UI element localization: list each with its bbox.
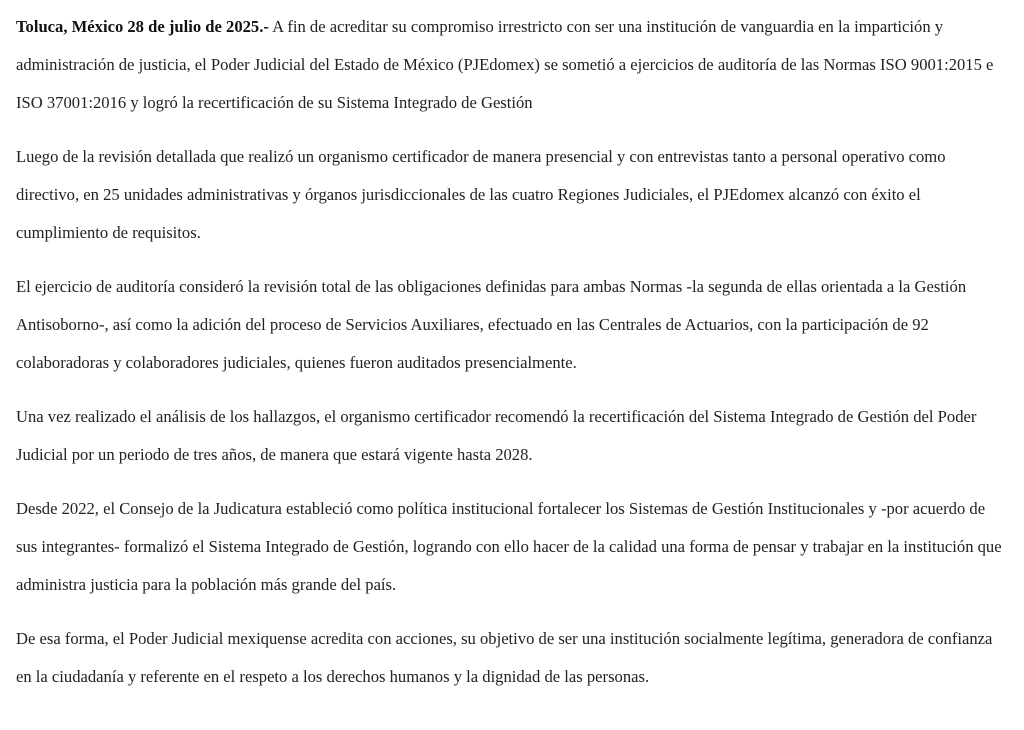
paragraph-6: De esa forma, el Poder Judicial mexiquense acredita con acciones, su objetivo de ser una institución socialmente legítima, generadora de confianza en la ciudadanía y referente en el respeto a los derechos humanos y la dignidad de las personas. (16, 629, 993, 686)
paragraph-1 (16, 8, 1006, 122)
article-body (16, 8, 1006, 712)
paragraph-1-text: A fin de acreditar su compromiso irrestricto con ser una institución de vanguardia en la impartición y administración de justicia, el Poder Judicial del Estado de México (PJEdomex) se sometió a ejercicios de auditoría de las Normas ISO 9001:2015 e ISO 37001:2016 y logró la recertificación de su Sistema Integrado de Gestión (16, 17, 994, 112)
paragraph-2: Luego de la revisión detallada que realizó un organismo certificador de manera presencial y con entrevistas tanto a personal operativo como directivo, en 25 unidades administrativas y órganos jurisdiccionales de las cuatro Regiones Judiciales, el PJEdomex alcanzó con éxito el cumplimiento de requisitos. (16, 147, 946, 242)
paragraph-5: Desde 2022, el Consejo de la Judicatura estableció como política institucional fortalecer los Sistemas de Gestión Institucionales y -por acuerdo de sus integrantes- formalizó el Sistema Integrado de Gestión, logrando con ello hacer de la calidad una forma de pensar y trabajar en la institución que administra justicia para la población más grande del país. (16, 499, 1002, 594)
dateline: Toluca, México 28 de julio de 2025.- (16, 17, 269, 36)
paragraph-3: El ejercicio de auditoría consideró la revisión total de las obligaciones definidas para ambas Normas -la segunda de ellas orientada a la Gestión Antisoborno-, así como la adición del proceso de Servicios Auxiliares, efectuado en las Centrales de Actuarios, con la participación de 92 colaboradoras y colaboradores judiciales, quienes fueron auditados presencialmente. (16, 277, 967, 372)
paragraph-4: Una vez realizado el análisis de los hallazgos, el organismo certificador recomendó la recertificación del Sistema Integrado de Gestión del Poder Judicial por un periodo de tres años, de manera que estará vigente hasta 2028. (16, 407, 977, 464)
